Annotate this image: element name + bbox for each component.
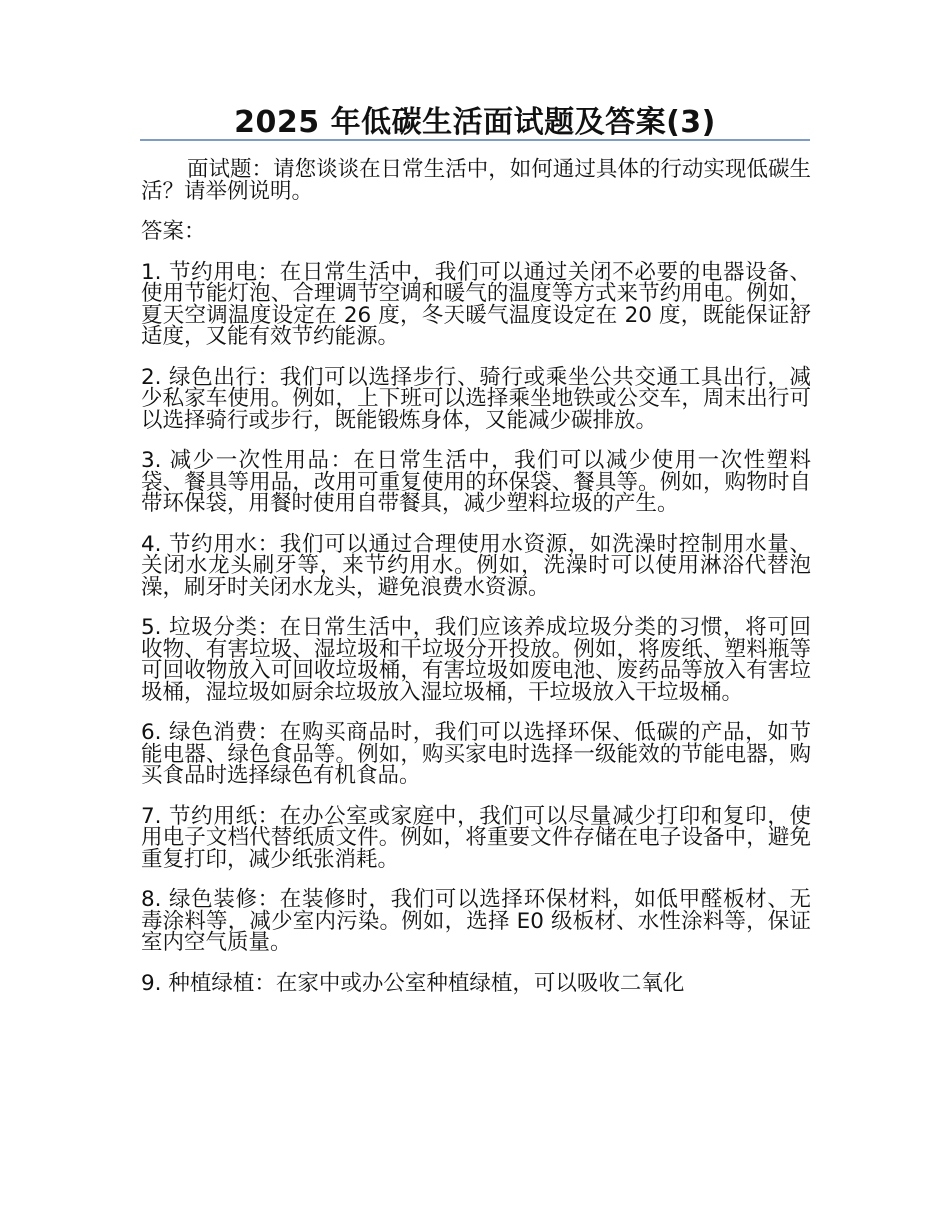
answer-item-7: 7. 节约用纸：在办公室或家庭中，我们可以尽量减少打印和复印，使用电子文档代替纸质文件。例如，将重要文件存储在电子设备中，避免重复打印，减少纸张消耗。 [141,803,811,872]
question-paragraph: 面试题：请您谈谈在日常生活中，如何通过具体的行动实现低碳生活？请举例说明。 [141,157,811,204]
answer-item-3: 3. 减少一次性用品：在日常生活中，我们可以减少使用一次性塑料袋、餐具等用品，改用可重复使用的环保袋、餐具等。例如，购物时自带环保袋，用餐时使用自带餐具，减少塑料垃圾的产生。 [141,448,811,516]
answer-label: 答案： [141,219,206,244]
answer-item-1: 1. 节约用电：在日常生活中，我们可以通过关闭不必要的电器设备、使用节能灯泡、合理调节空调和暖气的温度等方式来节约用电。例如，夏天空调温度设定在 26 度，冬天暖气温度设定在 20 度，既能保证舒适度，又能有效节约能源。 [141,259,811,349]
document-body [141,159,811,1013]
answer-item-5: 5. 垃圾分类：在日常生活中，我们应该养成垃圾分类的习惯，将可回收物、有害垃圾、湿垃圾和干垃圾分开投放。例如，将废纸、塑料瓶等可回收物放入可回收垃圾桶，有害垃圾如废电池、废药品等放入有害垃圾桶，湿垃圾如厨余垃圾放入湿垃圾桶，干垃圾放入干垃圾桶。 [141,615,811,705]
answer-item-4: 4. 节约用水：我们可以通过合理使用水资源，如洗澡时控制用水量、关闭水龙头刷牙等，来节约用水。例如，洗澡时可以使用淋浴代替泡澡，刷牙时关闭水龙头，避免浪费水资源。 [141,531,811,600]
answer-item-9: 9. 种植绿植：在家中或办公室种植绿植，可以吸收二氧化 [141,970,685,996]
document-title: 2025 年低碳生活面试题及答案(3) [234,105,716,140]
answer-item-8: 8. 绿色装修：在装修时，我们可以选择环保材料，如低甲醛板材、无毒涂料等，减少室内污染。例如，选择 E0 级板材、水性涂料等，保证室内空气质量。 [141,887,811,955]
answer-item-2: 2. 绿色出行：我们可以选择步行、骑行或乘坐公共交通工具出行，减少私家车使用。例如，上下班可以选择乘坐地铁或公交车，周末出行可以选择骑行或步行，既能锻炼身体，又能减少碳排放。 [141,364,811,433]
title-underline [140,139,810,141]
answer-item-6: 6. 绿色消费：在购买商品时，我们可以选择环保、低碳的产品，如节能电器、绿色食品等。例如，购买家电时选择一级能效的节能电器，购买食品时选择绿色有机食品。 [141,720,811,788]
